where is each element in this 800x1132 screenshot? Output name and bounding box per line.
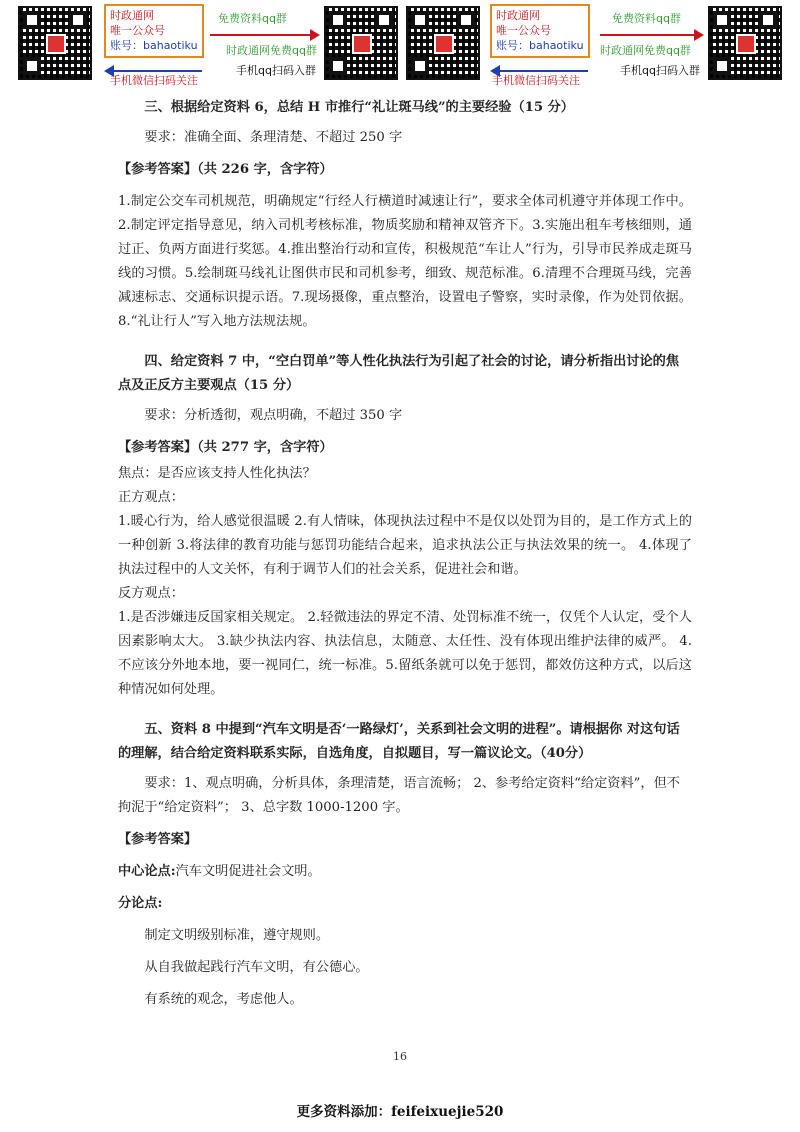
question-3-answer: 1.制定公交车司机规范，明确规定“行经人行横道时减速让行”，要求全体司机遵守并体现工作中。2.制定评定指导意见，纳入司机考核标准，物质奖励和精神双管齐下。3.实施出租车考核细则，通过正、负两方面进行奖惩。4.推出整治行动和宣传，积极规范“车让人”行为，引导市民养成走斑马线的习惯。5.绘制斑马线礼让图供市民和司机参考，细致、规范标准。6.清理不合理斑马线，完善减速标志、交通标识提示语。7.现场摄像，重点整治，设置电子警察，实时录像，作为处罚依据。8.“礼让行人”写入地方法规法规。 <box>118 194 692 329</box>
document-body <box>118 96 692 1012</box>
info-line-3: 账号：bahaotiku <box>496 39 584 52</box>
pro-view-label: 正方观点： <box>118 490 184 505</box>
con-view-text: 1.是否涉嫌违反国家相关规定。 2.轻微违法的界定不清、处罚标准不统一，仅凭个人认定，受个人因素影响太大。 3.缺少执法内容、执法信息，太随意、太任性、没有体现出维护法律的威严。 4.不应该分外地本地，要一视同仁，统一标准。5.留纸条就可以免于惩罚，都效仿这种方式，以后这种情况如何处理。 <box>118 610 692 697</box>
question-4-focus: 焦点：是否应该支持人性化执法？ <box>118 466 316 481</box>
question-5-requirement: 要求：1、观点明确，分析具体，条理清楚，语言流畅； 2、参考给定资料“给定资料”，但不拘泥于“给定资料”； 3、总字数 1000-1200 字。 <box>118 776 680 815</box>
header-banner <box>0 0 800 88</box>
question-4-requirement: 要求：分析透彻，观点明确，不超过 350 字 <box>144 408 403 423</box>
question-3-title: 三、根据给定资料 6，总结 H 市推行“礼让斑马线”的主要经验（15 分） <box>144 100 574 115</box>
qr-code-qq-left[interactable] <box>324 6 398 80</box>
wechat-scan-hint: 手机微信扫码关注 <box>110 74 198 87</box>
info-line-3: 账号：bahaotiku <box>110 39 198 52</box>
info-line-2: 唯一公众号 <box>110 24 165 37</box>
question-5-answer-heading: 【参考答案】 <box>118 832 198 847</box>
sub-points-label: 分论点: <box>118 896 163 911</box>
account-info-box-right <box>490 4 590 58</box>
info-line-2: 唯一公众号 <box>496 24 551 37</box>
question-4-answer-heading: 【参考答案】（共 277 字，含字符） <box>118 440 333 455</box>
arrow-right-icon <box>310 29 320 41</box>
qq-group-label-2: 时政通网免费qq群 <box>226 44 317 57</box>
arrow-right-icon <box>694 29 704 41</box>
question-3-answer-heading: 【参考答案】（共 226 字，含字符） <box>118 162 333 177</box>
question-5-title: 五、资料 8 中提到“汽车文明是否‘一路绿灯’，关系到社会文明的进程”。请根据你 对这句话的理解，结合给定资料联系实际，自选角度，自拟题目，写一篇议论文。（40分） <box>118 722 680 761</box>
thesis-text: 汽车文明促进社会文明。 <box>175 864 321 879</box>
question-3-requirement: 要求：准确全面、条理清楚、不超过 250 字 <box>144 130 403 145</box>
qq-group-label-2: 时政通网免费qq群 <box>600 44 691 57</box>
info-line-1: 时政通网 <box>496 9 540 22</box>
qr-code-wechat-right[interactable] <box>406 6 480 80</box>
footer-contact: 更多资料添加：feifeixuejie520 <box>296 1104 504 1120</box>
qq-group-label: 免费资料qq群 <box>218 12 287 25</box>
arrow-right-line <box>600 34 694 36</box>
qq-scan-hint: 手机qq扫码入群 <box>620 64 700 77</box>
qq-group-label: 免费资料qq群 <box>612 12 681 25</box>
thesis-label: 中心论点: <box>118 864 176 879</box>
question-4-title: 四、给定资料 7 中，“空白罚单”等人性化执法行为引起了社会的讨论，请分析指出讨论的焦点及正反方主要观点（15 分） <box>118 354 680 393</box>
sub-point: 从自我做起践行汽车文明，有公德心。 <box>144 960 369 975</box>
sub-point: 有系统的观念，考虑他人。 <box>144 992 303 1007</box>
pro-view-text: 1.暖心行为，给人感觉很温暖 2.有人情味，体现执法过程中不是仅以处罚为目的，是工作方式上的一种创新 3.将法律的教育功能与惩罚功能结合起来，追求执法公正与执法效果的统一。 4.体现了执法过程中的人文关怀，有利于调节人们的社会关系，促进社会和谐。 <box>118 514 692 577</box>
arrow-right-line <box>210 34 310 36</box>
qr-code-wechat-left[interactable] <box>18 6 92 80</box>
wechat-scan-hint: 手机微信扫码关注 <box>492 74 580 87</box>
qr-code-qq-right[interactable] <box>708 6 782 80</box>
con-view-label: 反方观点： <box>118 586 184 601</box>
page-number: 16 <box>393 1050 407 1063</box>
info-line-1: 时政通网 <box>110 9 154 22</box>
qq-scan-hint: 手机qq扫码入群 <box>236 64 316 77</box>
thesis-line <box>118 860 692 884</box>
sub-point: 制定文明级别标准，遵守规则。 <box>144 928 330 943</box>
account-info-box-left <box>104 4 204 58</box>
